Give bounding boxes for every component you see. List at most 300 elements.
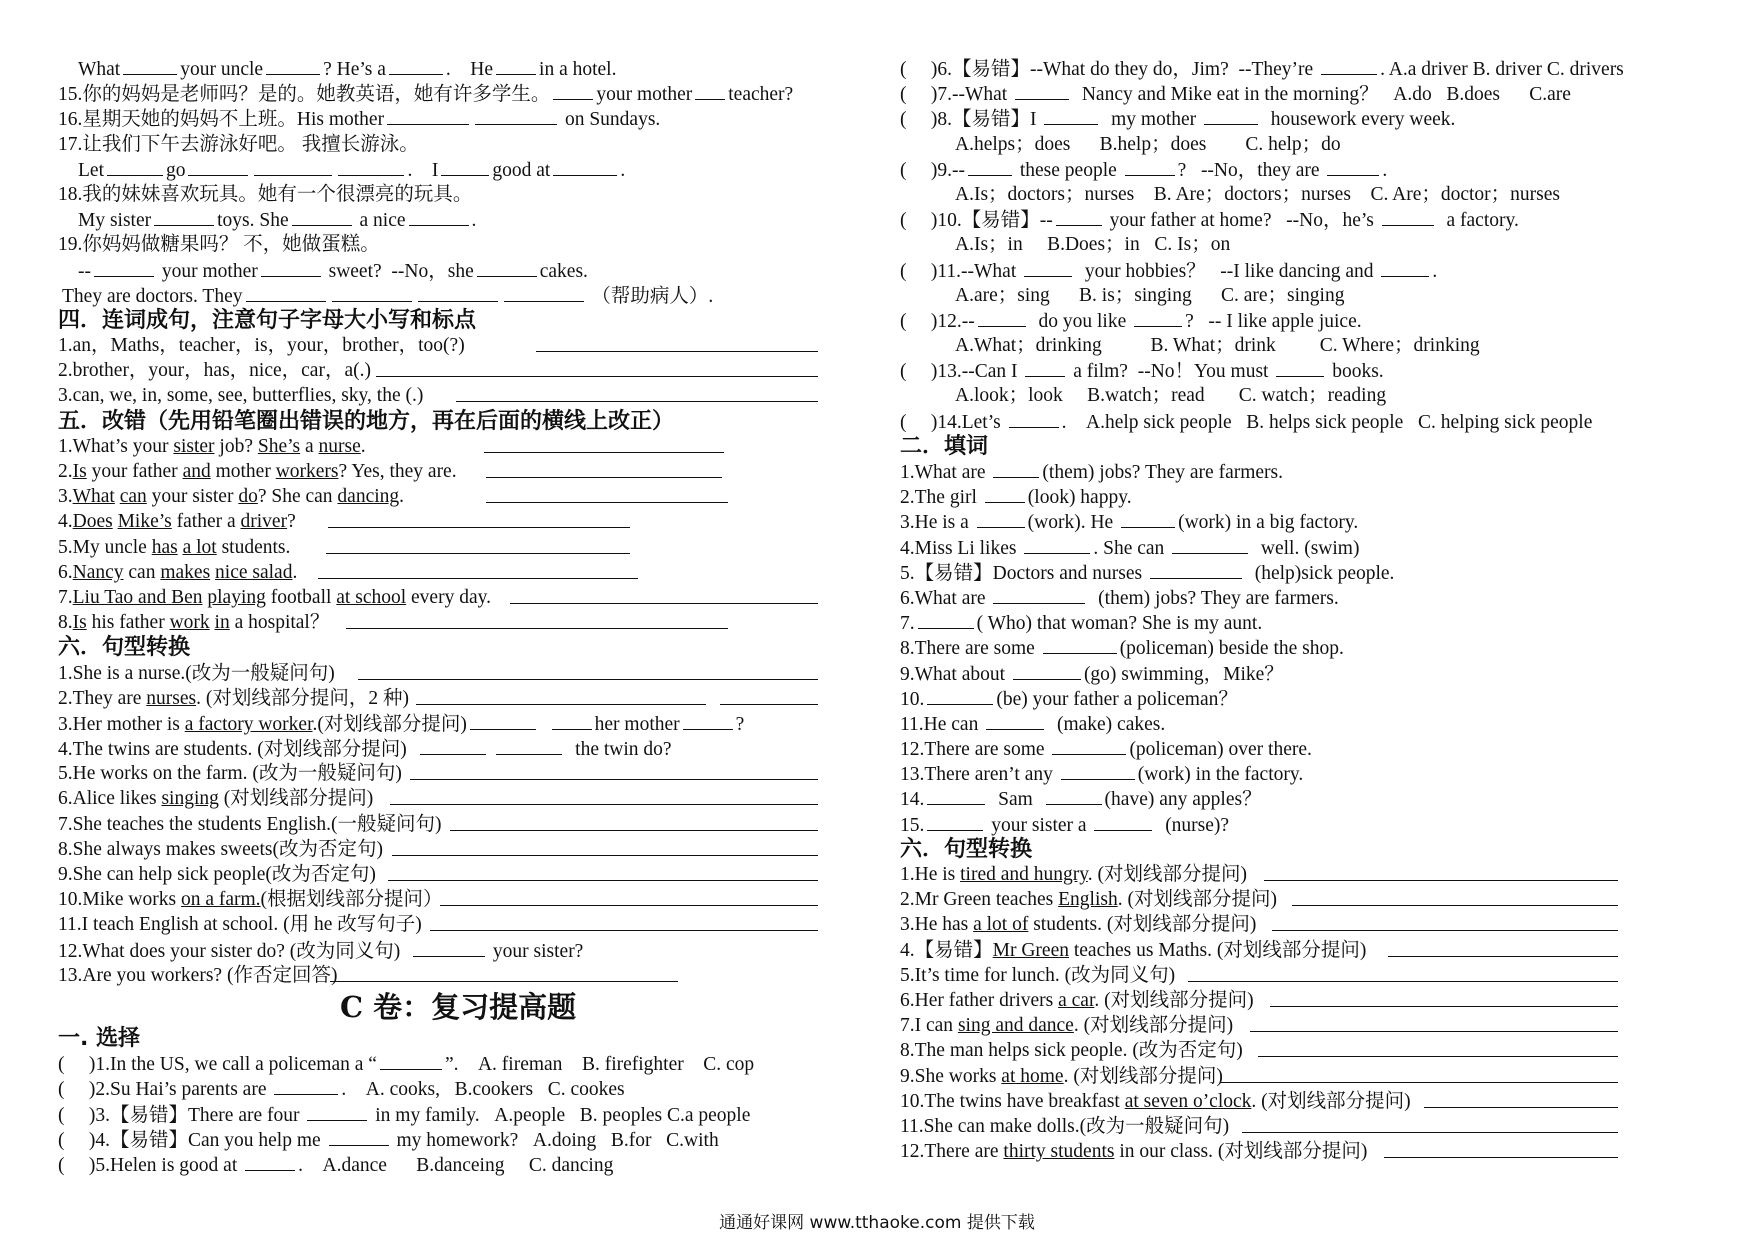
option-b: B.watch；read [1087, 385, 1205, 407]
blank[interactable] [986, 711, 1044, 730]
bracket: ( [900, 310, 907, 332]
blank[interactable] [1043, 635, 1117, 654]
answer-line[interactable] [388, 862, 818, 881]
mc-item-14 [900, 409, 1710, 434]
blank[interactable] [292, 207, 352, 226]
answer-line[interactable] [1250, 1013, 1618, 1032]
text: --No，he’s [1286, 210, 1374, 232]
answer-line[interactable] [1384, 1139, 1618, 1158]
text: )4.【易错】Can you help me [88, 1129, 321, 1151]
text: )8.【易错】I [930, 109, 1037, 131]
blank[interactable] [968, 157, 1012, 176]
blank[interactable] [993, 585, 1085, 604]
text: Sam [998, 789, 1033, 811]
r-sec6-item-3 [900, 912, 1710, 937]
answer-line[interactable] [1242, 1114, 1618, 1133]
text: your mother [596, 84, 693, 106]
blank[interactable] [496, 56, 536, 75]
answer-line[interactable] [1292, 887, 1618, 906]
text: . (对划线部分提问) [1063, 1065, 1223, 1087]
blank[interactable] [1125, 157, 1175, 176]
r-sec6-item-2 [900, 887, 1710, 912]
text: . [445, 59, 451, 80]
text: 6.Her father drivers [900, 989, 1059, 1011]
bracket: ( [900, 260, 907, 282]
underlined-text: Is [72, 461, 87, 482]
text: )11.--What [930, 260, 1017, 282]
underlined-text: sing and dance [957, 1015, 1074, 1037]
mc-item-7 [900, 81, 1710, 106]
section-title: 二．填词 [900, 433, 989, 459]
text: )1.In the US, we call a policeman a “ [88, 1054, 377, 1076]
answer-line[interactable] [1264, 862, 1618, 881]
blank[interactable] [123, 56, 177, 75]
sec6-item-8 [58, 837, 858, 862]
blank[interactable] [475, 106, 557, 125]
answer-line[interactable] [390, 786, 818, 805]
blank[interactable] [254, 157, 332, 176]
text: (help)sick people. [1254, 562, 1395, 584]
text: 10.Mike works [58, 889, 181, 911]
underlined-text: tired and hungry [960, 864, 1088, 885]
blank[interactable] [261, 258, 321, 277]
blank[interactable] [496, 736, 562, 755]
text: in our class. (对划线部分提问) [1114, 1141, 1368, 1163]
text: 12.There are [900, 1141, 1004, 1163]
blank[interactable] [1009, 409, 1059, 428]
sec4-item-1 [58, 333, 858, 358]
text: (nurse)? [1165, 814, 1230, 836]
answer-line[interactable] [484, 434, 724, 453]
underlined-text: sister [173, 435, 215, 457]
answer-line[interactable] [330, 963, 678, 982]
mc-item-8-options [900, 132, 1710, 157]
blank[interactable] [154, 207, 214, 226]
option-c: C. Is；on [1154, 234, 1231, 256]
blank[interactable] [1172, 535, 1248, 554]
underlined-text: do [238, 486, 258, 508]
answer-line[interactable] [410, 761, 818, 780]
blank[interactable] [1134, 308, 1182, 327]
blank[interactable] [1094, 812, 1152, 831]
option-c: C. helping sick people [1417, 411, 1593, 433]
option-c: C. dancing [528, 1154, 614, 1176]
fill-item-7 [900, 610, 1710, 635]
answer-line[interactable] [392, 837, 818, 856]
sec4-item-3 [58, 383, 858, 408]
blank[interactable] [1121, 509, 1175, 528]
answer-line[interactable] [450, 812, 818, 831]
blank[interactable] [332, 283, 412, 302]
option-c: C. Where；drinking [1319, 335, 1480, 357]
blank[interactable] [389, 56, 443, 75]
blank[interactable] [274, 1076, 338, 1095]
text: ? [735, 713, 745, 735]
fill-item-14 [900, 786, 1710, 811]
footer-watermark: 通通好课网 www.tthaoke.com 提供下载 [719, 1213, 1035, 1233]
bracket: ( [58, 1154, 65, 1176]
text: --No，they are [1200, 159, 1320, 181]
answer-line[interactable] [1188, 963, 1618, 982]
blank[interactable] [918, 610, 974, 629]
option-c: C. cookes [547, 1079, 625, 1101]
text: 13.There aren’t any [900, 764, 1053, 786]
text: ( Who) that woman? She is my aunt. [976, 613, 1263, 635]
text: 8. [58, 612, 73, 634]
underlined-text: She’s [257, 435, 301, 457]
blank[interactable] [245, 1152, 295, 1171]
blank[interactable] [1052, 736, 1126, 755]
text: 7.I can [900, 1015, 958, 1037]
option-a: A.Is；in [955, 234, 1023, 256]
blank[interactable] [695, 81, 725, 100]
answer-line[interactable] [1272, 912, 1618, 931]
sec6-item-5 [58, 761, 858, 786]
text: 15.你的妈妈是老师吗？是的。她教英语，她有许多学生。 [58, 84, 551, 106]
text: 8.She always makes sweets(改为否定句) [58, 838, 383, 860]
answer-line[interactable] [456, 383, 818, 402]
text: 10. [900, 688, 925, 710]
text: They are doctors. They [62, 285, 243, 307]
answer-line[interactable] [1388, 938, 1618, 957]
question-18-cn [58, 182, 858, 207]
text: . (对划线部分提问) [1094, 989, 1254, 1011]
text: 3.He has [900, 914, 974, 936]
blank[interactable] [927, 686, 993, 705]
text: 4.Miss Li likes [900, 537, 1017, 559]
sec5-item-7 [58, 585, 858, 610]
section-title: 六．句型转换 [58, 635, 191, 661]
text: in my family. [375, 1104, 480, 1126]
blank[interactable] [1381, 258, 1429, 277]
blank[interactable] [307, 1102, 367, 1121]
text: --They’re [1238, 59, 1314, 80]
text: 17.让我们下午去游泳好吧。 我擅长游泳。 [58, 133, 419, 155]
sec6-item-10 [58, 887, 858, 912]
text: （帮助病人）. [591, 285, 714, 307]
blank[interactable] [94, 258, 154, 277]
answer-line[interactable] [510, 585, 818, 604]
blank[interactable] [470, 711, 536, 730]
text: --I like dancing and [1220, 260, 1374, 282]
answer-line[interactable] [720, 686, 818, 705]
option-c: C. are；singing [1220, 284, 1345, 306]
mc-item-10-options [900, 232, 1710, 257]
sec6-item-11 [58, 912, 858, 937]
text: your mother [161, 260, 258, 282]
option-b: B.does [1446, 84, 1500, 106]
blank[interactable] [413, 938, 485, 957]
answer-line[interactable] [1270, 988, 1618, 1007]
text: 1.What are [900, 462, 986, 483]
underlined-text: Mike’s [117, 511, 172, 533]
underlined-text: dancing [337, 486, 400, 508]
blank[interactable] [329, 1127, 389, 1146]
text: in a hotel. [539, 59, 617, 80]
blank[interactable] [1046, 786, 1102, 805]
mc-item-12-options [900, 333, 1710, 358]
text: 12.What does your sister do? (改为同义句) [58, 940, 401, 962]
answer-line[interactable] [430, 912, 818, 931]
text: your sister [146, 486, 239, 508]
blank[interactable] [927, 786, 985, 805]
underlined-text: has [151, 536, 178, 558]
text: your hobbies？ [1084, 260, 1206, 282]
part-c-title: C 卷：复习提高题 [340, 989, 577, 1024]
text: . [1061, 411, 1067, 433]
question-18-en [58, 207, 858, 232]
answer-line[interactable] [416, 686, 706, 705]
sec5-item-6 [58, 560, 858, 585]
question-16 [58, 106, 858, 131]
text: I [431, 159, 439, 181]
text: my homework? [396, 1129, 519, 1151]
r-sec6-item-9 [900, 1064, 1710, 1089]
underlined-text: a factory worker [184, 713, 313, 735]
fill-item-10 [900, 686, 1710, 711]
fill-item-12 [900, 736, 1710, 761]
bracket: ( [900, 109, 907, 131]
text: 9.She works [900, 1065, 1002, 1087]
blank[interactable] [477, 258, 537, 277]
sec6-item-7 [58, 812, 858, 837]
blank[interactable] [1015, 81, 1069, 100]
answer-line[interactable] [440, 887, 818, 906]
blank[interactable] [1327, 157, 1379, 176]
underlined-text: a lot of [973, 914, 1029, 936]
blank[interactable] [266, 56, 320, 75]
text: (work) in the factory. [1137, 764, 1304, 786]
text: . (对划线部分提问) [1117, 889, 1277, 911]
text: your uncle [180, 59, 264, 80]
blank[interactable] [387, 106, 469, 125]
option-c: C. cop [703, 1054, 755, 1076]
underlined-text: Does [72, 511, 113, 533]
text: a hospital？ [229, 612, 330, 634]
blank[interactable] [338, 157, 404, 176]
text: (look) happy. [1027, 487, 1132, 509]
blank[interactable] [978, 308, 1026, 327]
text: students. (对划线部分提问) [1028, 914, 1257, 936]
underlined-text: Liu Tao and Ben [72, 586, 203, 608]
text: . (对划线部分提问，2 种) [196, 687, 409, 709]
text: (make) cakes. [1056, 713, 1166, 735]
answer-line[interactable] [1220, 1064, 1618, 1083]
answer-line[interactable] [486, 484, 728, 503]
sec5-item-5 [58, 535, 858, 560]
text: 4.The twins are students. (对划线部分提问) [58, 739, 407, 761]
option-a: A. cooks, [365, 1079, 440, 1101]
blank[interactable] [552, 711, 592, 730]
text: 6. [58, 561, 73, 583]
text: Let [78, 159, 104, 181]
option-a: A.look；look [955, 385, 1063, 407]
underlined-text: What [72, 486, 115, 508]
text: )5.Helen is good at [88, 1154, 238, 1176]
blank[interactable] [246, 283, 326, 302]
underlined-text: at school [336, 586, 407, 608]
text: 8.The man helps sick people. (改为否定句) [900, 1040, 1243, 1062]
blank[interactable] [683, 711, 733, 730]
sec6-item-9 [58, 862, 858, 887]
text: a factory. [1446, 210, 1519, 232]
text: 11.I teach English at school. (用 he 改写句子) [58, 914, 422, 936]
options: . A.a driver B. driver C. drivers [1380, 59, 1624, 80]
text: well. (swim) [1260, 537, 1360, 559]
text: )3.【易错】There are four [88, 1104, 300, 1126]
sec6-item-4 [58, 736, 858, 761]
text: )7.--What [930, 84, 1008, 106]
question-20 [58, 283, 858, 308]
blank[interactable] [1056, 207, 1102, 226]
option-b: B.for [610, 1129, 652, 1151]
text: )2.Su Hai’s parents are [88, 1079, 267, 1101]
option-a: A.dance [322, 1154, 387, 1176]
blank[interactable] [1061, 761, 1135, 780]
blank[interactable] [553, 81, 593, 100]
text: 7.She teaches the students English.(一般疑问句) [58, 813, 442, 835]
underlined-text: in [214, 612, 230, 634]
text: sweet? [328, 260, 382, 282]
question-15 [58, 81, 858, 106]
blank[interactable] [1044, 106, 1098, 125]
underlined-text: at home [1001, 1065, 1064, 1087]
blank[interactable] [553, 157, 617, 176]
answer-line[interactable] [358, 661, 818, 680]
text: can [123, 561, 161, 583]
blank[interactable] [927, 812, 983, 831]
blank[interactable] [1382, 207, 1434, 226]
text: (对划线部分提问) [218, 788, 374, 810]
underlined-text: workers [275, 461, 339, 482]
text: 9.She can help sick people(改为否定句) [58, 864, 376, 885]
r-sec6-item-1 [900, 862, 1710, 887]
option-a: A.helps；does [955, 133, 1071, 155]
bracket: ( [900, 361, 907, 383]
blank[interactable] [985, 484, 1025, 503]
underlined-text: English [1058, 889, 1118, 911]
underlined-text: work [169, 612, 210, 634]
answer-line[interactable] [326, 535, 630, 554]
text: 11.He can [900, 713, 979, 735]
blank[interactable] [107, 157, 163, 176]
mc-item-13 [900, 358, 1710, 383]
text: job? [214, 435, 258, 457]
blank[interactable] [504, 283, 584, 302]
answer-line[interactable] [486, 459, 722, 478]
option-c: C. watch；reading [1238, 385, 1387, 407]
fill-item-8 [900, 635, 1710, 660]
text: 4.【易错】 [900, 939, 993, 961]
r-sec6-item-4 [900, 938, 1710, 963]
question-17-cn [58, 132, 858, 157]
text: ? She can [257, 486, 338, 508]
blank[interactable] [977, 509, 1025, 528]
text: . [341, 1079, 347, 1101]
blank[interactable] [1321, 56, 1377, 75]
bracket: ( [58, 1104, 65, 1126]
fill-item-15 [900, 812, 1710, 837]
option-a: A.do [1393, 84, 1432, 106]
blank[interactable] [1204, 106, 1258, 125]
bracket: ( [900, 84, 907, 106]
text: every day. [406, 586, 491, 608]
blank[interactable] [1024, 535, 1090, 554]
answer-line[interactable] [536, 333, 818, 352]
sec5-item-3 [58, 484, 858, 509]
blank[interactable] [1276, 358, 1324, 377]
text: . (对划线部分提问) [1087, 864, 1247, 885]
text: . [292, 561, 298, 583]
text: 10.The twins have breakfast [900, 1090, 1125, 1112]
blank[interactable] [1150, 560, 1242, 579]
fill-item-11 [900, 711, 1710, 736]
blank[interactable] [380, 1051, 442, 1070]
bracket: ( [900, 411, 907, 433]
section-title: 五．改错（先用铅笔圈出错误的地方，再在后面的横线上改正） [58, 408, 675, 434]
text: (work). He [1027, 512, 1114, 534]
text: )9.-- [930, 159, 965, 181]
underlined-text: and [182, 461, 211, 482]
text: 3.He is a [900, 512, 969, 534]
sec5-item-2 [58, 459, 858, 484]
text: 4. [58, 511, 73, 533]
option-a: A.What；drinking [955, 335, 1102, 357]
text: -- [78, 260, 91, 282]
text: 1.an，Maths，teacher，is，your，brother，too(?) [58, 335, 465, 357]
blank[interactable] [993, 459, 1039, 478]
answer-line[interactable] [318, 560, 638, 579]
text: your sister a [991, 814, 1087, 836]
text: 18.我的妹妹喜欢玩具。她有一个很漂亮的玩具。 [58, 183, 473, 205]
underlined-text: driver [240, 511, 288, 533]
blank[interactable] [441, 157, 489, 176]
fill-item-13 [900, 761, 1710, 786]
blank[interactable] [418, 283, 498, 302]
blank[interactable] [1024, 258, 1072, 277]
blank[interactable] [1025, 358, 1065, 377]
answer-line[interactable] [376, 358, 818, 377]
text: 6.Alice likes [58, 788, 162, 810]
text: 13.Are you workers? (作否定回答) [58, 964, 338, 986]
underlined-text: thirty students [1003, 1141, 1115, 1163]
answer-line[interactable] [328, 509, 630, 528]
r-sec6-item-6 [900, 988, 1710, 1013]
text: (policeman) over there. [1129, 739, 1312, 761]
answer-line[interactable] [1424, 1089, 1618, 1108]
fill-line-uncle [58, 56, 858, 81]
underlined-text: nurse [318, 435, 361, 457]
answer-line[interactable] [346, 610, 728, 629]
text: her mother [594, 713, 680, 735]
option-a: A.doing [532, 1129, 597, 1151]
section-title: 一. 选择 [58, 1025, 141, 1051]
text: 2.They are [58, 687, 147, 709]
underlined-text: singing [161, 788, 219, 810]
answer-line[interactable] [1258, 1038, 1618, 1057]
blank[interactable] [188, 157, 248, 176]
text: do you like [1038, 310, 1127, 332]
blank[interactable] [409, 207, 469, 226]
option-c: C. help；do [1245, 133, 1341, 155]
underlined-text: can [119, 486, 147, 508]
mc-item-2 [58, 1076, 858, 1101]
blank[interactable] [420, 736, 486, 755]
blank[interactable] [1013, 661, 1081, 680]
sec6-item-2 [58, 686, 858, 711]
mc-item-1 [58, 1051, 858, 1076]
left-column [58, 56, 858, 1177]
